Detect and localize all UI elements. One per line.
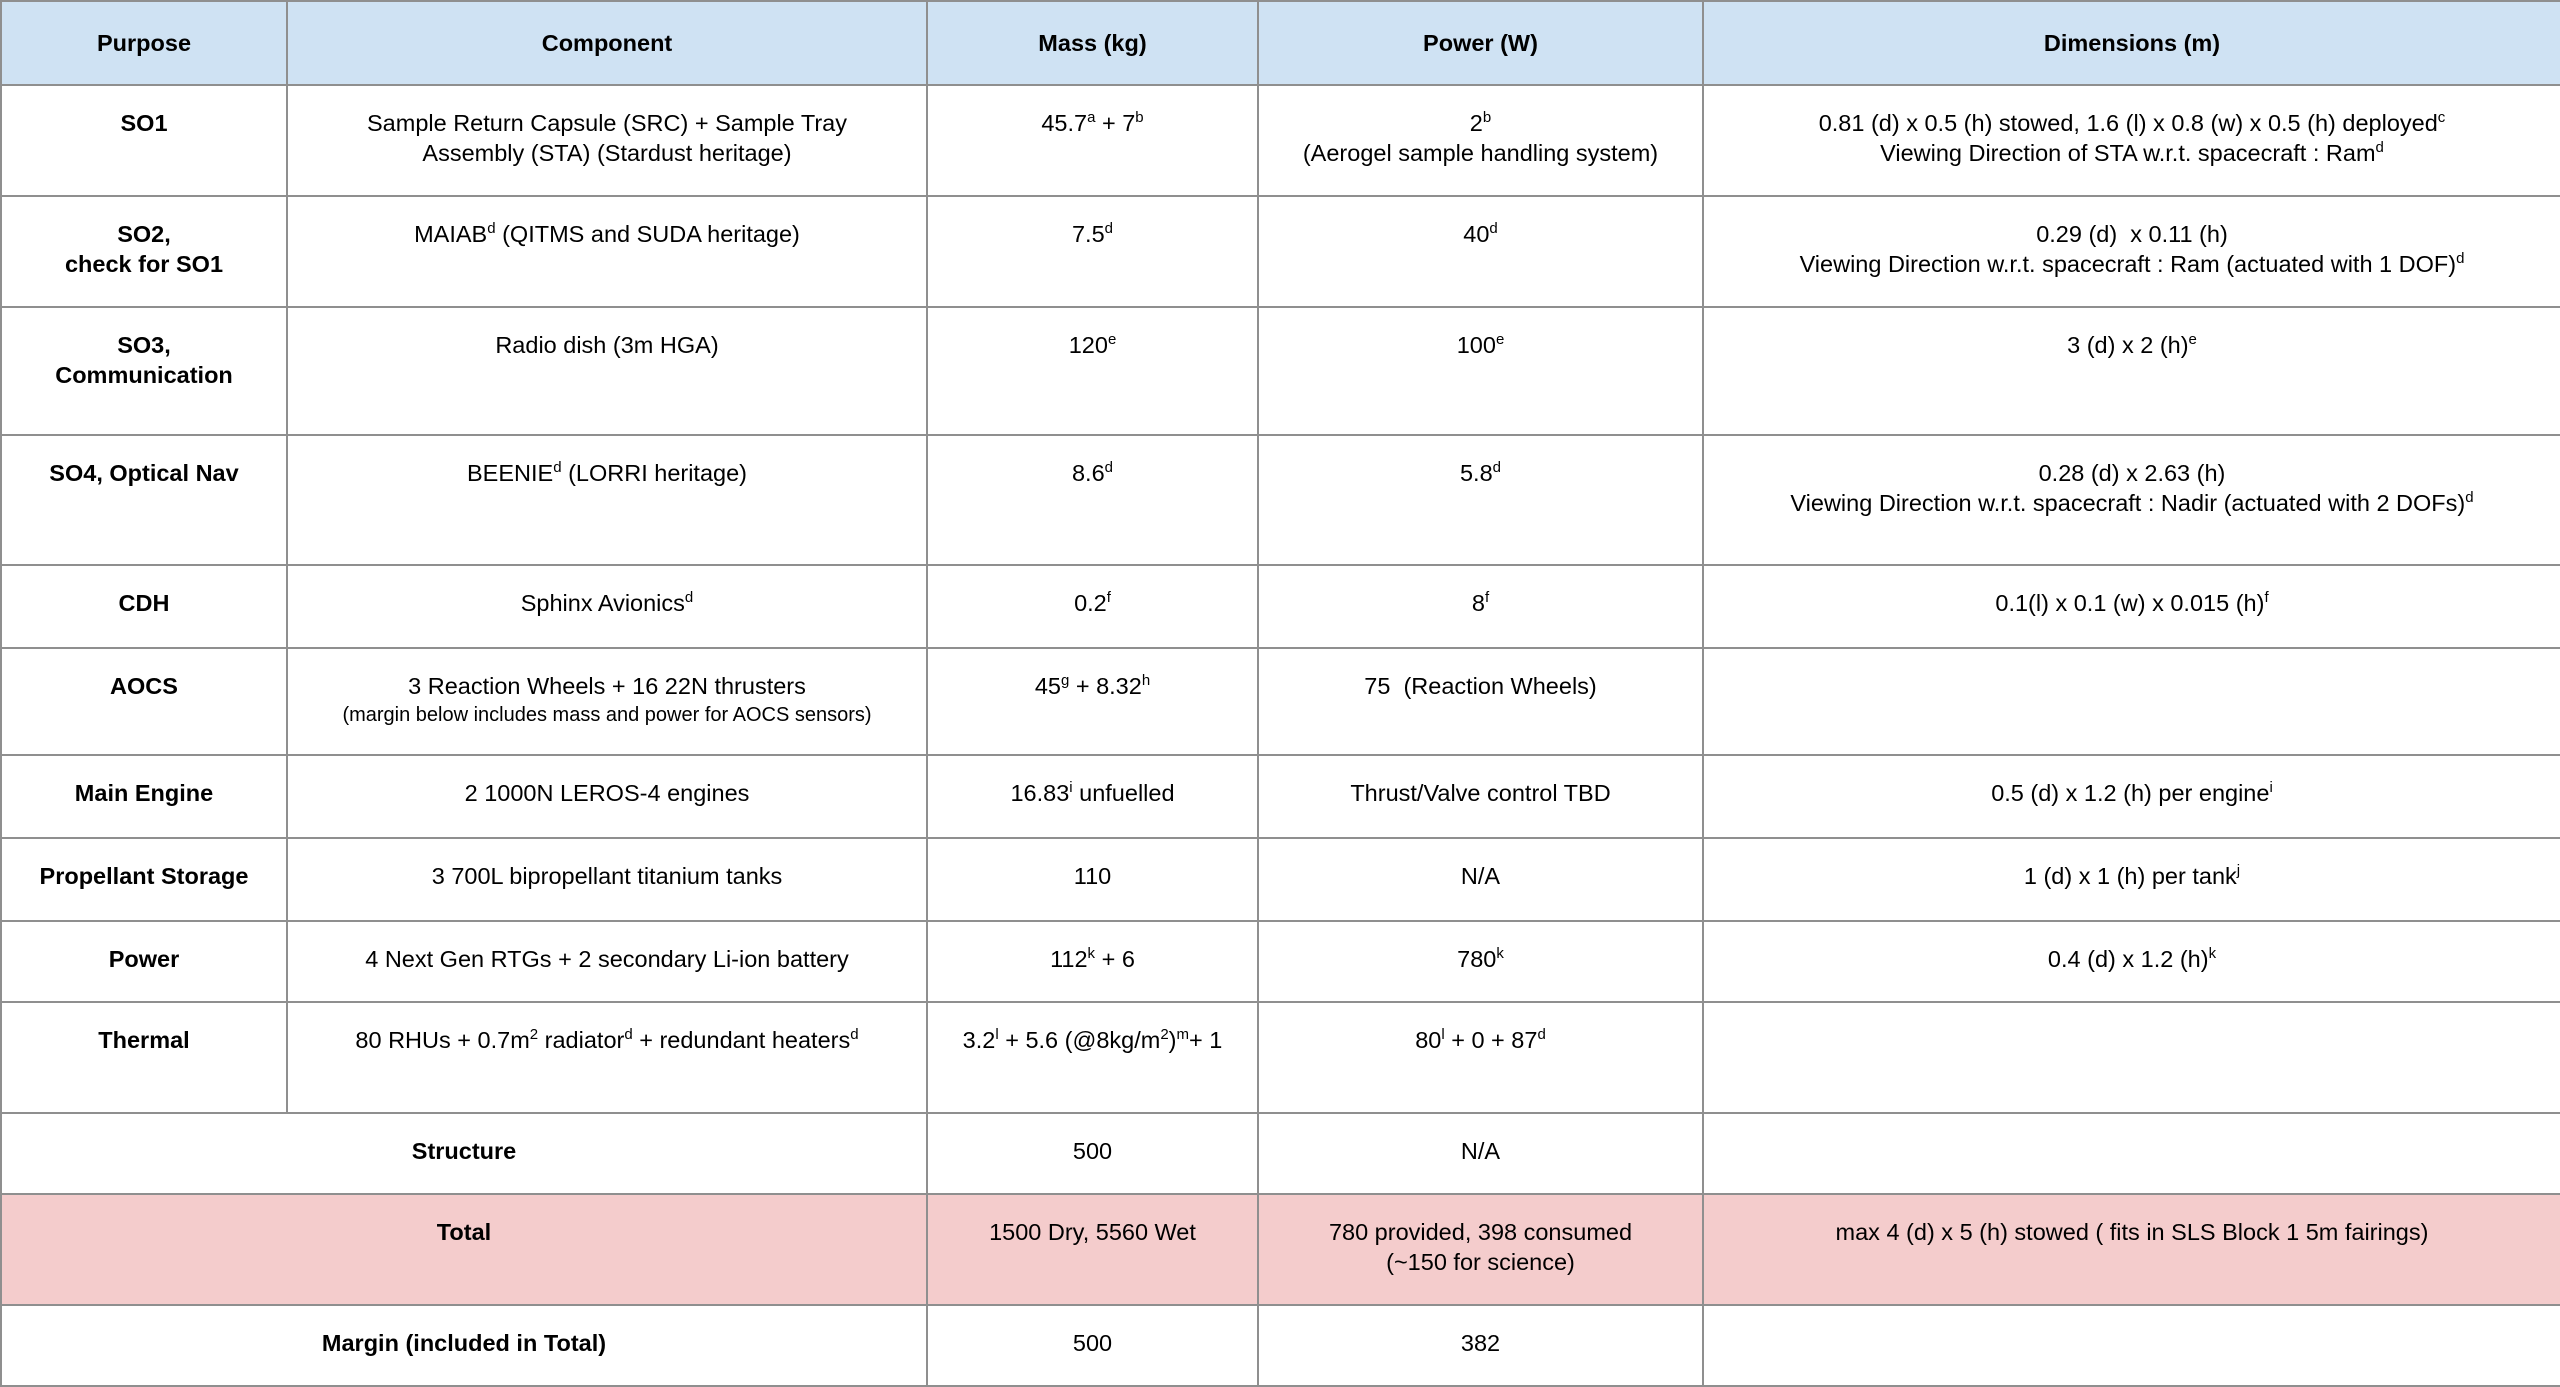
mass-cell xyxy=(927,1002,1258,1113)
dimensions-value: 0.81 (d) x 0.5 (h) stowed, 1.6 (l) x 0.8 (w) x 0.5 (h) deployed xyxy=(1818,110,2438,136)
component-cell xyxy=(287,1002,927,1113)
power-value: 5.8 xyxy=(1459,460,1493,486)
mass-value: 45 xyxy=(1034,673,1061,699)
mass-cell xyxy=(927,307,1258,435)
header-dimensions: Dimensions (m) xyxy=(1703,1,2560,85)
footnote-mark: j xyxy=(2236,862,2241,879)
dimensions-value: 0.1(l) x 0.1 (w) x 0.015 (h) xyxy=(1995,590,2265,616)
power-cell: 382 xyxy=(1258,1305,1703,1386)
dimensions-cell xyxy=(1703,307,2560,435)
power-note: (~150 for science) xyxy=(1386,1249,1575,1275)
power-cell: Thrust/Valve control TBD xyxy=(1258,755,1703,838)
footnote-mark: m xyxy=(1176,1026,1189,1043)
component-cell: Radio dish (3m HGA) xyxy=(287,307,927,435)
footnote-mark: l xyxy=(1441,1026,1445,1043)
footnote-mark: l xyxy=(995,1026,999,1043)
table-row-cdh xyxy=(1,565,2560,648)
mass-value: + 6 xyxy=(1095,946,1135,972)
mass-value: 45.7 xyxy=(1041,110,1088,136)
power-note: (Aerogel sample handling system) xyxy=(1302,140,1659,166)
header-mass: Mass (kg) xyxy=(927,1,1258,85)
mass-cell xyxy=(927,755,1258,838)
dimensions-value: 0.4 (d) x 1.2 (h) xyxy=(2047,946,2209,972)
dimensions-cell xyxy=(1703,565,2560,648)
power-cell: 75 (Reaction Wheels) xyxy=(1258,648,1703,755)
component-name: MAIAB xyxy=(414,221,488,247)
table-row-so4 xyxy=(1,435,2560,565)
footnote-mark: i xyxy=(1069,779,1073,796)
footnote-mark: g xyxy=(1060,672,1070,689)
footnote-mark: d xyxy=(553,459,562,476)
power-cell: N/A xyxy=(1258,838,1703,921)
footnote-mark: d xyxy=(1104,459,1113,476)
component-line-1: 3 Reaction Wheels + 16 22N thrusters xyxy=(408,673,806,699)
table-row-main-engine xyxy=(1,755,2560,838)
component-cell: 3 700L bipropellant titanium tanks xyxy=(287,838,927,921)
footnote-mark: d xyxy=(2375,139,2384,156)
table-row-thermal xyxy=(1,1002,2560,1113)
mass-cell: 110 xyxy=(927,838,1258,921)
power-cell xyxy=(1258,307,1703,435)
component-cell xyxy=(287,435,927,565)
mass-value: + 8.32 xyxy=(1069,673,1142,699)
purpose-cell: AOCS xyxy=(1,648,287,755)
power-cell xyxy=(1258,565,1703,648)
purpose-cell: SO4, Optical Nav xyxy=(1,435,287,565)
mass-value: ) xyxy=(1168,1027,1177,1053)
purpose-line-2: Communication xyxy=(55,362,233,388)
footnote-mark: k xyxy=(1087,945,1096,962)
table-row-margin xyxy=(1,1305,2560,1386)
footnote-mark: i xyxy=(2269,779,2273,796)
margin-label: Margin (included in Total) xyxy=(1,1305,927,1386)
component-cell: 4 Next Gen RTGs + 2 secondary Li-ion battery xyxy=(287,921,927,1002)
table-row-power xyxy=(1,921,2560,1002)
footnote-mark: d xyxy=(2456,250,2465,267)
component-heritage: (QITMS and SUDA heritage) xyxy=(495,221,800,247)
mass-cell: 500 xyxy=(927,1305,1258,1386)
purpose-cell: Thermal xyxy=(1,1002,287,1113)
component-part: 80 RHUs + 0.7m xyxy=(355,1027,530,1053)
footnote-mark: a xyxy=(1087,109,1096,126)
footnote-mark: d xyxy=(1489,220,1498,237)
footnote-mark: d xyxy=(1104,220,1113,237)
dimensions-cell xyxy=(1703,85,2560,196)
dimensions-cell xyxy=(1703,648,2560,755)
purpose-cell xyxy=(1,307,287,435)
mass-value: 7.5 xyxy=(1071,221,1105,247)
mass-value: 112 xyxy=(1050,946,1088,972)
footnote-mark: f xyxy=(1484,589,1490,606)
total-label: Total xyxy=(1,1194,927,1305)
header-power: Power (W) xyxy=(1258,1,1703,85)
mass-value: 0.2 xyxy=(1074,590,1107,616)
mass-cell xyxy=(927,565,1258,648)
table-row-so1 xyxy=(1,85,2560,196)
footnote-mark: c xyxy=(2437,109,2446,126)
table-row-propellant-storage xyxy=(1,838,2560,921)
component-line-2: Assembly (STA) (Stardust heritage) xyxy=(422,140,792,166)
dimensions-cell xyxy=(1703,755,2560,838)
mass-cell xyxy=(927,85,1258,196)
dimensions-cell xyxy=(1703,838,2560,921)
footnote-mark: h xyxy=(1141,672,1151,689)
power-value: + 0 + 87 xyxy=(1444,1027,1538,1053)
mass-cell xyxy=(927,196,1258,307)
mass-value: 8.6 xyxy=(1071,460,1105,486)
footnote-mark: k xyxy=(1496,945,1504,962)
mass-value: + 1 xyxy=(1189,1027,1223,1053)
mass-cell xyxy=(927,921,1258,1002)
component-cell xyxy=(287,565,927,648)
purpose-cell xyxy=(1,196,287,307)
structure-label: Structure xyxy=(1,1113,927,1194)
power-value: 780 xyxy=(1457,946,1497,972)
superscript: 2 xyxy=(1160,1026,1169,1043)
table-row-so2 xyxy=(1,196,2560,307)
dimensions-cell xyxy=(1703,1113,2560,1194)
component-line-1: Sample Return Capsule (SRC) + Sample Tray xyxy=(367,110,847,136)
dimensions-cell xyxy=(1703,1305,2560,1386)
power-value: 2 xyxy=(1469,110,1483,136)
power-cell xyxy=(1258,1002,1703,1113)
power-value: 8 xyxy=(1471,590,1485,616)
table-row-aocs xyxy=(1,648,2560,755)
superscript: 2 xyxy=(529,1026,539,1043)
footnote-mark: b xyxy=(1135,109,1144,126)
footnote-mark: d xyxy=(1492,459,1501,476)
viewing-direction: Viewing Direction w.r.t. spacecraft : Ram (actuated with 1 DOF) xyxy=(1799,251,2457,277)
footnote-mark: e xyxy=(1495,331,1505,348)
power-value: 780 provided, 398 consumed xyxy=(1328,1219,1633,1245)
footnote-mark: e xyxy=(1107,331,1117,348)
power-cell xyxy=(1258,85,1703,196)
component-cell xyxy=(287,196,927,307)
mass-value: 16.83 xyxy=(1010,780,1070,806)
purpose-line-1: SO2, xyxy=(117,221,171,247)
power-value: 80 xyxy=(1415,1027,1442,1053)
mass-cell xyxy=(927,435,1258,565)
table-row-structure xyxy=(1,1113,2560,1194)
dimensions-cell xyxy=(1703,921,2560,1002)
footnote-mark: d xyxy=(1537,1026,1546,1043)
mass-value: + 5.6 (@8kg/m xyxy=(998,1027,1161,1053)
dimensions-value: 0.28 (d) x 2.63 (h) xyxy=(2038,460,2226,486)
component-cell xyxy=(287,648,927,755)
component-name: BEENIE xyxy=(467,460,554,486)
table-row-so3 xyxy=(1,307,2560,435)
power-cell xyxy=(1258,1194,1703,1305)
header-purpose: Purpose xyxy=(1,1,287,85)
power-cell xyxy=(1258,435,1703,565)
component-part: + redundant heaters xyxy=(632,1027,851,1053)
component-cell xyxy=(287,85,927,196)
viewing-direction: Viewing Direction w.r.t. spacecraft : Nadir (actuated with 2 DOFs) xyxy=(1790,490,2466,516)
power-cell: N/A xyxy=(1258,1113,1703,1194)
mass-value: + 7 xyxy=(1095,110,1136,136)
footnote-mark: f xyxy=(2264,589,2269,606)
dimensions-value: 3 (d) x 2 (h) xyxy=(2067,332,2189,358)
component-heritage: (LORRI heritage) xyxy=(561,460,747,486)
purpose-cell: SO1 xyxy=(1,85,287,196)
footnote-mark: b xyxy=(1482,109,1492,126)
component-part: radiator xyxy=(538,1027,625,1053)
footnote-mark: d xyxy=(684,589,694,606)
table-row-total xyxy=(1,1194,2560,1305)
footnote-mark: d xyxy=(624,1026,633,1043)
dimensions-cell xyxy=(1703,196,2560,307)
header-component: Component xyxy=(287,1,927,85)
component-note: (margin below includes mass and power for AOCS sensors) xyxy=(342,704,872,726)
power-value: 100 xyxy=(1456,332,1496,358)
purpose-cell: Power xyxy=(1,921,287,1002)
footnote-mark: f xyxy=(1106,589,1111,606)
purpose-cell: CDH xyxy=(1,565,287,648)
footnote-mark: k xyxy=(2208,945,2217,962)
footnote-mark: d xyxy=(850,1026,859,1043)
dimensions-value: 1 (d) x 1 (h) per tank xyxy=(2023,863,2237,889)
mass-cell xyxy=(927,648,1258,755)
mass-value: 3.2 xyxy=(962,1027,996,1053)
component-name: Sphinx Avionics xyxy=(520,590,685,616)
footnote-mark: d xyxy=(2465,489,2474,506)
viewing-direction: Viewing Direction of STA w.r.t. spacecraft : Ram xyxy=(1880,140,2376,166)
dimensions-cell xyxy=(1703,435,2560,565)
footnote-mark: e xyxy=(2188,331,2197,348)
purpose-cell: Propellant Storage xyxy=(1,838,287,921)
power-cell xyxy=(1258,921,1703,1002)
mass-note: unfuelled xyxy=(1072,780,1175,806)
mass-cell: 1500 Dry, 5560 Wet xyxy=(927,1194,1258,1305)
dimensions-cell xyxy=(1703,1002,2560,1113)
footnote-mark: d xyxy=(487,220,496,237)
header-row xyxy=(1,1,2560,85)
mass-cell: 500 xyxy=(927,1113,1258,1194)
purpose-line-2: check for SO1 xyxy=(64,251,224,277)
purpose-line-1: SO3, xyxy=(117,332,171,358)
dimensions-cell: max 4 (d) x 5 (h) stowed ( fits in SLS Block 1 5m fairings) xyxy=(1703,1194,2560,1305)
mass-value: 120 xyxy=(1068,332,1108,358)
dimensions-value: 0.29 (d) x 0.11 (h) xyxy=(2036,221,2228,247)
power-cell xyxy=(1258,196,1703,307)
purpose-cell: Main Engine xyxy=(1,755,287,838)
power-value: 40 xyxy=(1463,221,1490,247)
dimensions-value: 0.5 (d) x 1.2 (h) per engine xyxy=(1991,780,2270,806)
component-cell: 2 1000N LEROS-4 engines xyxy=(287,755,927,838)
